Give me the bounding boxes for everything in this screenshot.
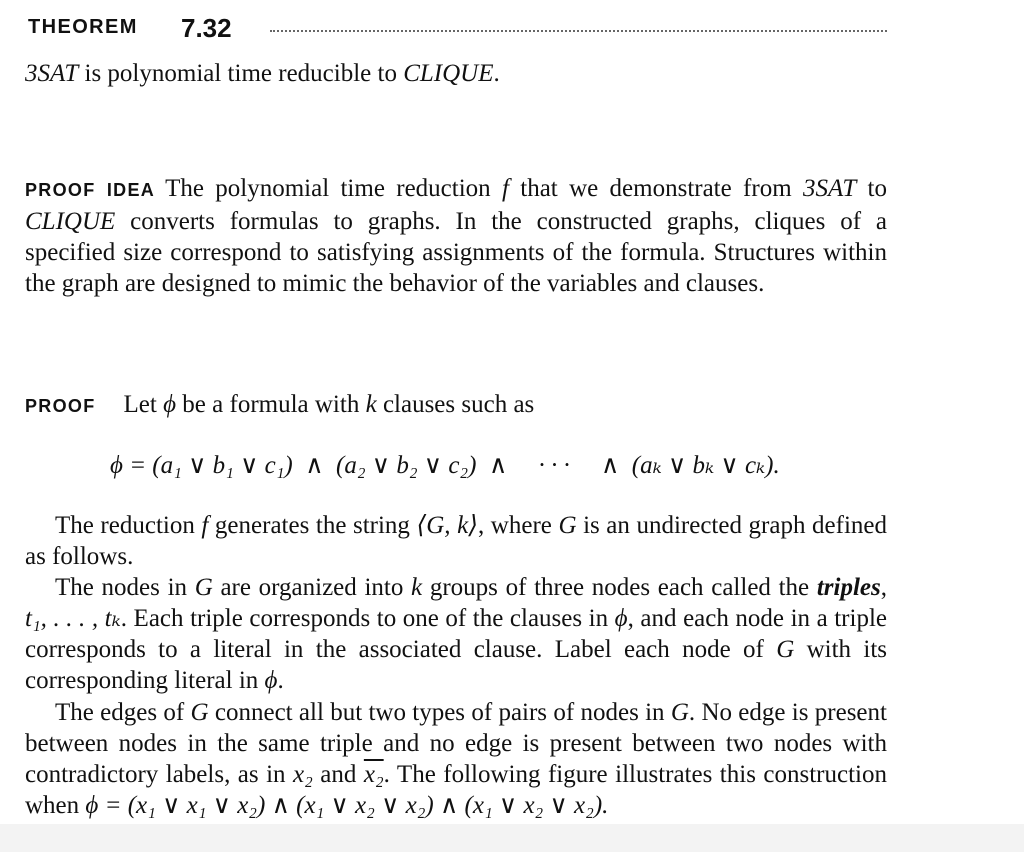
theorem-number: 7.32 bbox=[181, 13, 232, 43]
theorem-label: THEOREM bbox=[28, 16, 138, 38]
math-f: f bbox=[501, 175, 509, 202]
text: groups of three nodes each called the bbox=[422, 574, 817, 601]
text: . bbox=[277, 667, 284, 694]
text: The nodes in bbox=[55, 574, 195, 601]
math-g: G bbox=[194, 574, 213, 601]
proof-idea-paragraph bbox=[25, 173, 887, 299]
text: are organized into bbox=[212, 574, 412, 601]
text: , bbox=[880, 574, 887, 601]
math-k: k bbox=[411, 574, 423, 601]
math-triple-list: t₁, . . . , tₖ bbox=[25, 605, 121, 632]
text: generates the string bbox=[208, 512, 417, 539]
text: The reduction bbox=[55, 512, 202, 539]
edges-paragraph bbox=[25, 697, 887, 821]
text: be a formula with bbox=[176, 391, 366, 418]
math-x2: x₂ bbox=[293, 761, 313, 788]
math-g: G bbox=[190, 699, 209, 726]
reduction-paragraph bbox=[25, 510, 887, 572]
text: with its corresponding literal in bbox=[25, 636, 887, 694]
math-k: k bbox=[365, 391, 377, 418]
math-tuple: ⟨G, k⟩ bbox=[416, 512, 478, 539]
text: , and each node in a triple corresponds to a literal in the associated clause. Label each node of bbox=[25, 605, 887, 663]
lang-clique: CLIQUE bbox=[25, 208, 116, 235]
text: to bbox=[856, 175, 888, 202]
math-f: f bbox=[201, 512, 209, 539]
proof-paragraph bbox=[25, 389, 887, 422]
lang-3sat: 3SAT bbox=[25, 60, 79, 87]
math-phi: ϕ bbox=[264, 667, 278, 694]
text: . No edge is present between nodes in the same triple and no edge is present between two nodes with contradictory labels, as in bbox=[25, 699, 887, 788]
math-example-formula: ϕ = (x₁ ∨ x₁ ∨ x₂) ∧ (x₁ ∨ x₂ ∨ x₂) ∧ (x₁ ∨ x₂ ∨ x₂). bbox=[85, 792, 609, 819]
text: connect all but two types of pairs of nodes in bbox=[208, 699, 671, 726]
math-g: G bbox=[558, 512, 577, 539]
math-phi: ϕ bbox=[614, 605, 628, 632]
theorem-header bbox=[25, 13, 887, 43]
text: and bbox=[312, 761, 364, 788]
text: . The following figure illustrates this construction when bbox=[25, 761, 887, 819]
nodes-paragraph bbox=[25, 572, 887, 696]
theorem-statement bbox=[25, 58, 887, 89]
lang-clique: CLIQUE bbox=[403, 60, 494, 87]
header-dotted-rule bbox=[270, 30, 887, 32]
formula-display: ϕ = (a₁ ∨ b₁ ∨ c₁) ∧ (a₂ ∨ b₂ ∨ c₂) ∧ · · · ∧ (aₖ ∨ bₖ ∨ cₖ). bbox=[110, 452, 780, 479]
theorem-text: is polynomial time reducible to bbox=[78, 60, 404, 87]
math-g: G bbox=[776, 636, 795, 663]
lang-3sat: 3SAT bbox=[802, 175, 857, 202]
page-bottom-shade bbox=[0, 824, 1024, 852]
proof-label: PROOF bbox=[25, 396, 96, 416]
text: converts formulas to graphs. In the constructed graphs, cliques of a specified size correspond to satisfying assignments of the formula. Structures within the graph are designed to mimic the behavior of the variables and clauses. bbox=[25, 208, 887, 297]
text: that we demonstrate from bbox=[508, 175, 803, 202]
text: . Each triple corresponds to one of the clauses in bbox=[120, 605, 615, 632]
text: The edges of bbox=[55, 699, 191, 726]
text: The polynomial time reduction bbox=[165, 175, 502, 202]
term-triples: triples bbox=[816, 574, 881, 601]
theorem-end: . bbox=[493, 60, 500, 87]
text: , where bbox=[477, 512, 559, 539]
math-x2-bar: x₂ bbox=[363, 761, 384, 788]
text: clauses such as bbox=[376, 391, 535, 418]
math-phi: ϕ bbox=[163, 391, 177, 418]
text: Let bbox=[123, 391, 164, 418]
proof-idea-label: PROOF IDEA bbox=[25, 180, 156, 200]
math-g: G bbox=[670, 699, 689, 726]
text: is an undirected graph defined as follows. bbox=[25, 512, 887, 570]
